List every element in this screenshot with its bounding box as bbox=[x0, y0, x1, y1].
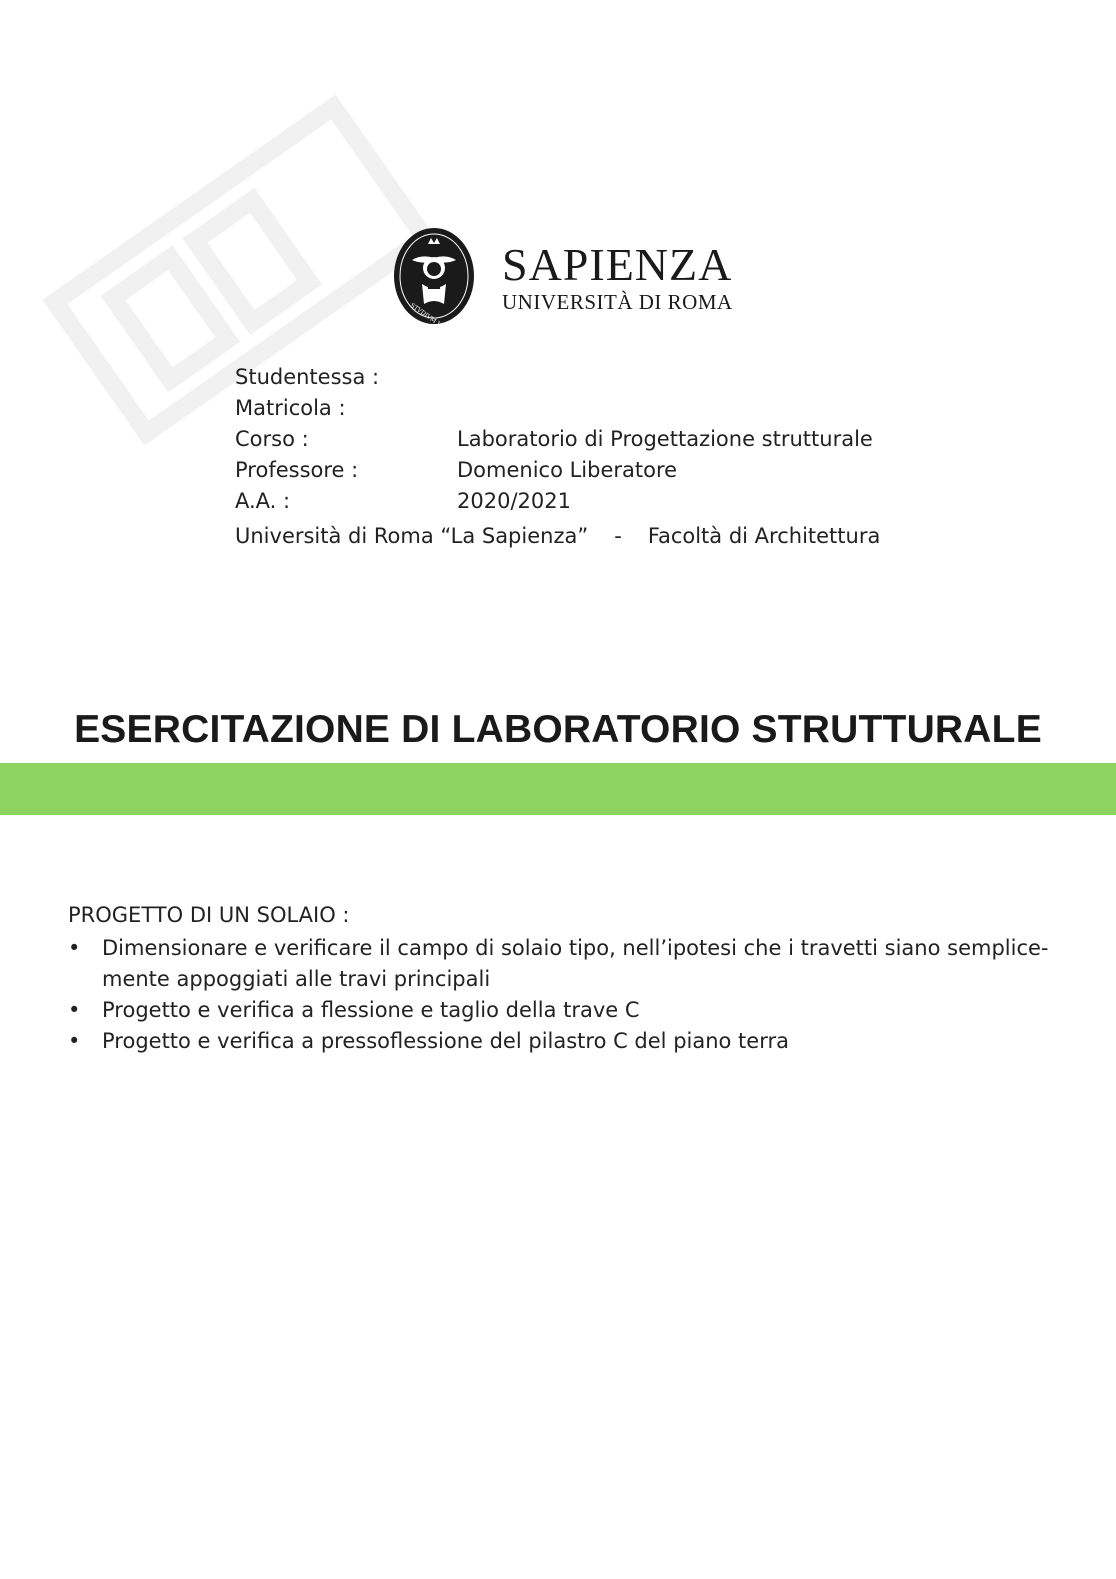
student-info bbox=[235, 362, 880, 552]
university-seal-icon bbox=[392, 226, 476, 326]
professore-value: Domenico Liberatore bbox=[457, 458, 678, 482]
sapienza-logo bbox=[392, 226, 733, 326]
matricola-label: Matricola : bbox=[235, 396, 346, 420]
university-row bbox=[235, 521, 880, 552]
list-item bbox=[68, 995, 1058, 1026]
student-label: Studentessa : bbox=[235, 365, 380, 389]
logo-subtitle: UNIVERSITÀ DI ROMA bbox=[502, 289, 733, 314]
project-list bbox=[68, 933, 1058, 1057]
list-item-text: Dimensionare e verificare il campo di solaio tipo, nell’ipotesi che i travetti siano semplice-mente appoggiati alle travi principali bbox=[102, 936, 1049, 991]
list-item bbox=[68, 933, 1058, 995]
professore-row bbox=[235, 455, 880, 486]
university-name: Università di Roma “La Sapienza” bbox=[235, 524, 589, 548]
list-item-text: Progetto e verifica a pressoflessione del pilastro C del piano terra bbox=[102, 1029, 789, 1053]
list-item bbox=[68, 1026, 1058, 1057]
matricola-row bbox=[235, 393, 880, 424]
project-title: PROGETTO DI UN SOLAIO : bbox=[68, 903, 350, 927]
bullet-icon: • bbox=[68, 998, 81, 1022]
project-section bbox=[68, 900, 1058, 1057]
university-separator: - bbox=[614, 524, 622, 548]
list-item-text: Progetto e verifica a flessione e taglio della trave C bbox=[102, 998, 640, 1022]
professore-label: Professore : bbox=[235, 458, 359, 482]
corso-value: Laboratorio di Progettazione strutturale bbox=[457, 427, 873, 451]
accent-bar bbox=[0, 763, 1116, 815]
logo-name: SAPIENZA bbox=[502, 238, 733, 290]
corso-label: Corso : bbox=[235, 427, 309, 451]
student-row bbox=[235, 362, 880, 393]
faculty-name: Facoltà di Architettura bbox=[647, 524, 881, 548]
bullet-icon: • bbox=[68, 936, 81, 960]
page-title: ESERCITAZIONE DI LABORATORIO STRUTTURALE bbox=[74, 708, 1042, 751]
academic-year-row bbox=[235, 486, 880, 517]
corso-row bbox=[235, 424, 880, 455]
academic-year-label: A.A. : bbox=[235, 489, 291, 513]
academic-year-value: 2020/2021 bbox=[457, 489, 571, 513]
bullet-icon: • bbox=[68, 1029, 81, 1053]
